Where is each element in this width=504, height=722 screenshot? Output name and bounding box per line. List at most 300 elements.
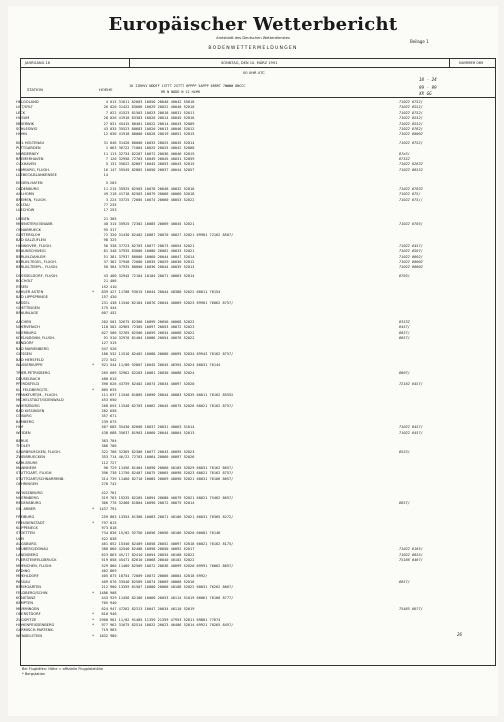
station-row <box>14 132 480 137</box>
handwritten-codes: 75166 8467/ <box>399 558 423 563</box>
observation-codes: 609 32962 82203 10081 20030 40088 52024 <box>110 371 195 376</box>
station-group <box>14 274 480 317</box>
station-elevation: 7 <box>105 156 108 161</box>
observation-codes: 502 42965 72305 10097 20053 40072 52023 <box>110 325 195 330</box>
station-name: KIEL HOLTENAU <box>16 140 45 145</box>
document-sheet <box>8 6 498 716</box>
station-elevation: 4 <box>105 100 108 104</box>
mountain-marker: * <box>92 633 95 638</box>
station-name: FELDBERG/SCHW. <box>16 590 49 595</box>
station-group <box>14 320 480 369</box>
station-name: HUSUM <box>16 116 30 121</box>
observation-codes: 860 42540 82408 10098 20050 40092 52017 <box>110 547 195 552</box>
station-elevation: 443 <box>101 595 108 600</box>
station-row <box>14 482 480 487</box>
handwritten-codes: 71022 8457/ <box>399 430 423 435</box>
observation-codes: 776 32460 81804 10090 20072 40075 52014 <box>110 501 195 506</box>
station-elevation: 627 <box>101 330 108 335</box>
station-elevation: 56 <box>103 243 108 248</box>
observation-codes: 727 <box>110 460 117 465</box>
station-elevation: 319 <box>101 495 108 500</box>
station-name: WEISSENBURG <box>16 490 43 495</box>
document-subtitle: Amtsblatt des Deutschen Wetterdienstes <box>216 36 290 40</box>
station-elevation: 272 <box>101 357 108 362</box>
handwritten-codes: 71022 8552/ <box>399 116 423 121</box>
handwritten-codes: 8657/ <box>399 501 410 506</box>
station-name: AHLHORN <box>16 192 34 197</box>
observation-codes: 338 37723 82703 10077 20073 40054 52021 <box>110 243 195 248</box>
observation-codes: 961 11/02 91405 11359 21359 47953 52011 69801 77674 <box>110 617 221 622</box>
observation-codes: 637 11540 81805 10090 20044 40083 52035 60011 76162 85552 <box>110 392 234 397</box>
station-elevation: 48 <box>103 222 108 227</box>
station-elevation: 7 <box>105 110 108 115</box>
station-elevation: 282 <box>101 409 108 414</box>
station-elevation: 111 <box>101 392 108 397</box>
station-name: OLDENBURG <box>16 186 39 191</box>
station-name: MUENSTER/OSNABR. <box>16 222 54 227</box>
observation-codes: 738 11750 82407 10075 20065 40098 52023 60021 76162 8757/ <box>110 471 234 476</box>
station-name: NUERBURG <box>16 330 37 335</box>
station-elevation: 239 <box>101 419 108 424</box>
handwritten-codes: 71022 8752/ <box>399 100 423 104</box>
station-elevation: 607 <box>101 311 108 316</box>
station-elevation: 77 <box>103 203 108 208</box>
station-name: TRIER-PETRISBERG <box>16 371 51 376</box>
station-elevation: 175 <box>101 306 108 311</box>
station-elevation: 797 <box>101 520 108 525</box>
station-name: ERDING <box>16 569 31 574</box>
margin-number: 26 <box>457 632 463 637</box>
station-name: PFERDSFELD <box>16 382 40 387</box>
observation-codes: 763 15235 82205 10094 20080 40079 52021 60021 75462 8657/ <box>110 495 234 500</box>
footnotes <box>22 667 103 677</box>
station-name: NORDERNEY <box>16 151 39 156</box>
observation-codes: 671 <box>110 414 117 419</box>
station-name: DUESSELDORF, FLUGH. <box>16 273 59 278</box>
observation-codes: 063 36722 71004 10025 20025 40042 52008 <box>110 146 195 151</box>
handwritten-codes: 8657/ <box>399 336 410 341</box>
station-elevation: 522 <box>101 536 108 541</box>
mountain-marker: * <box>92 289 95 294</box>
station-elevation: 322 <box>101 449 108 454</box>
observation-codes: 215 35925 82503 10078 20048 40032 52018 <box>110 186 195 191</box>
handwritten-codes: 71022 87032 <box>399 186 423 191</box>
handwritten-codes: 71022 8802/ <box>399 254 423 259</box>
station-elevation: 49 <box>103 192 108 197</box>
station-elevation: 212 <box>101 585 108 590</box>
station-name: BAD MARIENBERG <box>16 346 49 351</box>
observation-codes: 113 32734 82207 10072 20036 40046 52015 <box>110 151 195 156</box>
observation-codes: 315 35925 72302 10085 20069 40045 52021 <box>110 222 195 227</box>
station-name: SOLTAU <box>16 203 30 208</box>
station-elevation: 839 <box>101 289 108 294</box>
station-name: LIST/SYLT <box>16 105 33 110</box>
handwritten-codes: 71022 8457/ <box>399 243 423 248</box>
issue-number: NUMMER 069 <box>459 61 484 65</box>
station-group <box>14 141 480 179</box>
observation-codes: 818 <box>110 525 117 530</box>
station-name: BERLIN-DAHLEM <box>16 254 46 259</box>
station-elevation: 719 <box>101 628 108 633</box>
station-elevation: 118 <box>101 325 108 330</box>
station-name: BREMERHAVEN <box>16 156 44 161</box>
station-elevation: 186 <box>101 352 108 357</box>
observation-codes: 218 41718 82503 10079 20060 40060 52018 <box>110 192 195 197</box>
observation-codes: 626 43759 82402 10074 20034 40097 52020 <box>110 382 195 387</box>
handwritten-codes: 71022 8703/ <box>399 222 423 227</box>
observation-codes: 438 11540 82104 10076 20044 40069 52023 69901 76062 8757/ <box>110 300 234 305</box>
observation-codes: 427 11708 93015 10044 20044 48388 52022 60011 76154 <box>110 289 221 294</box>
column-hoehe: HOEHE <box>99 87 113 92</box>
station-elevation: 2960 <box>99 617 108 622</box>
section-title: BODENWETTERMELDUNGEN <box>208 46 298 51</box>
handwritten-codes: 71022 8165/ <box>399 547 423 552</box>
station-name: NEUBERG/DONAU <box>16 547 49 552</box>
station-list <box>14 100 480 642</box>
observation-codes: 147 35545 82802 10050 20037 40044 52057 <box>110 167 195 172</box>
observation-codes: 026 41918 83303 10020 20014 40045 52016 <box>110 116 195 121</box>
observation-codes: 253 <box>110 208 117 213</box>
station-elevation: 921 <box>101 362 108 367</box>
station-elevation: 405 <box>101 574 108 579</box>
station-name: MEMMINGEN <box>16 606 40 611</box>
observation-codes: 305 <box>110 216 117 221</box>
station-name: HOHENPEISSENBERG <box>16 622 55 627</box>
observation-codes: 400 32945 72104 10104 20071 40063 52014 <box>110 273 195 278</box>
station-name: EMDEN-HAFEN <box>16 181 43 186</box>
station-elevation: 28 <box>103 116 108 121</box>
station-name: MUENCHEN, FLUGH. <box>16 563 53 568</box>
station-group <box>14 217 480 271</box>
observation-codes: 510 32970 81404 10086 20054 40076 52022 <box>110 336 195 341</box>
station-elevation: 14 <box>103 173 108 178</box>
observation-codes: 444 <box>110 306 117 311</box>
station-name: AACHEN <box>16 319 32 324</box>
handwritten-codes: 8457/ <box>399 325 410 330</box>
observation-codes: 655 11540 82703 10062 20045 40075 52026 60021 76162 8757/ <box>110 403 234 408</box>
observation-codes: 675 <box>110 419 117 424</box>
station-name: HANNOVER, FLUGH. <box>16 243 52 248</box>
observation-codes: 384 37935 80000 10036 20044 40035 52013 <box>110 265 195 270</box>
observation-codes: 815 <box>110 520 117 525</box>
station-name: BERLIN-TEMPL., FLUGH. <box>16 265 59 270</box>
handwritten-codes: 8703/ <box>399 273 410 278</box>
observation-codes: 876 33540 82509 10074 20069 40068 52016 <box>110 579 195 584</box>
station-name: HELGOLAND <box>16 100 39 104</box>
station-name: FUERSTENFELDBRUCK <box>16 558 57 563</box>
station-group <box>14 100 480 138</box>
station-name: KL. FELDBERG/TS. <box>16 387 49 392</box>
station-group <box>14 181 480 213</box>
observation-codes: 120 32958 72703 10049 20045 40031 52059 <box>110 156 195 161</box>
station-row <box>14 208 480 213</box>
observation-codes: 742 <box>110 482 117 487</box>
station-name: BAD SALZUFLEN <box>16 238 46 243</box>
handwritten-codes: 71022 8655/ <box>399 552 423 557</box>
station-name: MICHELSTADT/ODENWALD <box>16 398 64 403</box>
handwritten-codes: 71022 8552/ <box>399 105 423 110</box>
station-name: KLIPPENECK <box>16 525 38 530</box>
station-group <box>14 491 480 513</box>
station-name: GUETERSLOH <box>16 232 41 237</box>
observation-codes: 452 <box>110 311 117 316</box>
station-elevation: 98 <box>103 238 108 243</box>
header-separator <box>129 59 130 67</box>
station-elevation: 462 <box>101 569 108 574</box>
supplement-label: Beilage 1 <box>410 39 429 44</box>
observation-codes: 501 32675 82306 10099 20050 40068 52022 <box>110 319 195 324</box>
mountain-marker: * <box>92 590 95 595</box>
station-elevation: 37 <box>103 259 108 264</box>
station-row <box>14 507 480 512</box>
observation-codes: 739 11460 82710 10085 20069 40090 52021 60031 76166 8657/ <box>110 476 234 481</box>
observation-codes: 035 35523 80603 10020 20013 40046 52012 <box>110 126 195 131</box>
station-elevation: 265 <box>101 371 108 376</box>
mountain-marker: * <box>92 362 95 367</box>
station-elevation: 21 <box>103 279 108 284</box>
station-elevation: 396 <box>101 471 108 476</box>
handwritten-codes: 71022 8457/ <box>399 425 423 430</box>
observation-codes: 635 <box>110 387 117 392</box>
station-name: WASSERKUPPE <box>16 362 43 367</box>
observation-codes: 381 37937 80000 10060 20044 40047 52014 <box>110 254 195 259</box>
observation-codes: 430 <box>110 295 117 300</box>
station-name: SAARBRUECKEN, FLUGH. <box>16 449 61 454</box>
observation-codes: 382 37948 72000 10035 20029 40036 52012 <box>110 259 195 264</box>
station-elevation: 357 <box>101 414 108 419</box>
station-name: LUEBECK-BLANKENSEE <box>16 173 57 178</box>
station-elevation: 268 <box>101 403 108 408</box>
observation-codes: 544 11/00 92807 10045 20045 46394 52024 60031 76144 <box>110 362 221 367</box>
observation-codes: 946 <box>110 612 117 617</box>
station-elevation: 973 <box>101 525 108 530</box>
station-name: PUTTGARDEN <box>16 146 41 151</box>
station-elevation: 380 <box>101 547 108 552</box>
observation-codes: 320 31430 82402 10087 20070 40027 52021 69901 72162 8507/ <box>110 232 234 237</box>
station-elevation: 152 <box>101 284 108 289</box>
station-name: HOHN <box>16 132 27 137</box>
station-name: GARMISCH-PARTENK. <box>16 628 54 633</box>
station-name: ZUGSPITZE <box>16 617 37 622</box>
station-name: MEIERWIK <box>16 121 35 126</box>
station-elevation: 112 <box>101 460 108 465</box>
station-name: FRANKFURT/M., FLUGH. <box>16 392 58 397</box>
observation-codes: 348 37935 83006 10080 20062 40033 52021 <box>110 249 195 254</box>
observation-codes: 542 <box>110 357 117 362</box>
station-elevation: 567 <box>101 425 108 430</box>
station-name: BERLIN-TEGEL, FLUGH. <box>16 259 57 264</box>
station-elevation: 3 <box>105 197 108 202</box>
station-elevation: 96 <box>103 466 108 470</box>
station-row <box>14 173 480 178</box>
observation-codes: 866 11460 82509 10072 20036 40099 52020 69991 76062 8657/ <box>110 563 234 568</box>
station-name: LANDSBERG <box>16 552 39 557</box>
station-name: DEUSELBACH <box>16 376 41 381</box>
station-name: ESSEN <box>16 284 28 289</box>
mountain-marker: * <box>92 617 95 622</box>
handwritten-codes: 71022 80002 <box>399 265 423 270</box>
station-name: OEHRINGEN <box>16 482 38 487</box>
station-name: SCHLESWIG <box>16 126 38 131</box>
station-name: BERUS <box>16 439 29 444</box>
observation-codes: 704 <box>110 439 117 444</box>
handwritten-codes: 87552 <box>399 156 410 161</box>
observation-codes: 940 <box>110 601 117 606</box>
station-elevation: 157 <box>101 295 108 300</box>
observation-codes: 688 35637 81903 10060 20044 40064 52013 <box>110 430 195 435</box>
station-elevation: 805 <box>101 387 108 392</box>
observation-codes: 836 15/02 92756 10056 20056 40106 52020 60081 76146 <box>110 531 221 536</box>
mountain-marker: * <box>92 387 95 392</box>
station-name: BENDORF <box>16 341 34 346</box>
observation-codes: 947 47262 82313 10047 20034 40110 52019 <box>110 606 195 611</box>
column-hw-top: 99 - 99 <box>419 85 437 90</box>
station-name: AUGSBURG <box>16 542 37 547</box>
station-elevation: 95 <box>103 227 108 232</box>
station-name: ZWEIBRUECKEN <box>16 455 46 460</box>
column-divider <box>21 97 495 98</box>
station-elevation: 43 <box>103 126 108 131</box>
station-name: WENDELSTEIN <box>16 633 43 638</box>
observation-codes: 852 15340 82409 10058 20052 40097 52018 60021 76162 8175/ <box>110 542 234 547</box>
observation-codes: 506 32765 82506 10059 20034 40068 52022 <box>110 330 195 335</box>
station-elevation: 461 <box>101 542 108 547</box>
observation-codes: 658 <box>110 409 117 414</box>
handwritten-codes: 71022 80002 <box>399 132 423 137</box>
station-elevation: 72 <box>103 232 108 237</box>
station-elevation: 624 <box>101 606 108 611</box>
station-elevation: 127 <box>101 341 108 346</box>
observation-codes: 020 31422 83606 10029 20022 40040 52010 <box>110 105 195 110</box>
observation-codes: 410 <box>110 284 117 289</box>
handwritten-codes: 71022 82632 <box>399 162 423 167</box>
handwritten-codes: 71022 875// <box>399 197 423 202</box>
handwritten-codes: 75465 8877/ <box>399 606 423 611</box>
observation-codes: 962 31675 82514 10022 20023 46406 52014 69921 70265 8457/ <box>110 622 234 627</box>
station-elevation: 11 <box>103 186 108 191</box>
station-name: KONSTANZ <box>16 595 36 600</box>
station-elevation: 231 <box>101 300 108 305</box>
station-elevation: 314 <box>101 476 108 481</box>
station-elevation: 734 <box>101 531 108 536</box>
observation-codes: 650 <box>110 398 117 403</box>
handwritten-codes: 71022 8762/ <box>399 126 423 131</box>
handwritten-codes: 87e3/ <box>399 151 410 156</box>
handwritten-codes: 8657/ <box>399 579 410 584</box>
station-name: LECK <box>16 110 26 115</box>
column-hw-bottom: XX GG <box>419 91 432 96</box>
station-name: NOERVENICH <box>16 325 40 330</box>
station-name: BAD HERSFELD <box>16 357 44 362</box>
station-name: REGENSBURG <box>16 501 42 506</box>
handwritten-codes: 71022 86552 <box>399 167 423 172</box>
station-name: ULM <box>16 536 24 541</box>
station-elevation: 396 <box>101 382 108 387</box>
station-name: NUERNBERG <box>16 495 39 500</box>
station-row <box>14 431 480 436</box>
observation-codes: 022 41523 81503 10023 20018 40031 52011 <box>110 110 195 115</box>
station-row <box>14 634 480 639</box>
station-row <box>14 311 480 316</box>
observation-codes: 526 <box>110 346 117 351</box>
footnote-mountain: * Bergstation <box>22 672 46 676</box>
observation-codes: 325 <box>110 238 117 243</box>
jahrgang-label: JAHRGANG 16 <box>25 61 51 65</box>
station-name: KASSEL <box>16 300 30 305</box>
station-name: KAHLER ASTEN <box>16 289 44 294</box>
station-name: BAMBERG <box>16 419 35 424</box>
station-elevation: 5 <box>105 162 108 167</box>
station-elevation: 91 <box>103 336 108 341</box>
station-row <box>14 363 480 368</box>
station-elevation: 480 <box>101 376 108 381</box>
station-name: THOLEY <box>16 444 31 449</box>
observation-codes: 761 <box>110 490 117 495</box>
station-elevation: 11 <box>103 151 108 156</box>
station-name: BREMEN, FLUGH. <box>16 197 47 202</box>
station-elevation: 259 <box>101 515 108 520</box>
handwritten-codes: 71022 8752/ <box>399 140 423 145</box>
station-name: BREMGARTEN <box>16 585 41 590</box>
observation-codes: 615 <box>110 376 117 381</box>
observation-codes: 317 <box>110 227 117 232</box>
station-elevation: 12 <box>103 132 108 137</box>
observation-codes: 515 <box>110 341 117 346</box>
handwritten-codes: 71022 8507/ <box>399 249 423 254</box>
station-name: BRAUNLAGE <box>16 311 39 316</box>
observation-codes: 131 35622 82807 10045 20053 40043 52015 <box>110 162 195 167</box>
station-group <box>14 515 480 639</box>
observation-codes: 708 32365 82306 10077 20043 40095 52023 <box>110 449 195 454</box>
station-group <box>14 439 480 488</box>
mountain-marker: * <box>92 622 95 627</box>
handwritten-codes: 72162 8457/ <box>399 382 423 387</box>
station-name: MANNHEIM <box>16 466 37 470</box>
station-name: PASSAU <box>16 579 31 584</box>
station-name: OBERSTDORF <box>16 612 41 617</box>
handwritten-codes: 71022 8752/ <box>399 110 423 115</box>
station-elevation: 519 <box>101 558 108 563</box>
station-elevation: 810 <box>101 612 108 617</box>
station-elevation: 529 <box>101 563 108 568</box>
station-elevation: 1437 <box>99 506 108 511</box>
utc-label: 00 UHR UTC <box>243 71 265 75</box>
observation-codes: 963 <box>110 628 117 633</box>
station-elevation: 31 <box>103 140 108 145</box>
observation-codes: 532 11516 82402 10088 20080 40095 52034 69943 76162 8757/ <box>110 352 234 357</box>
station-name: STUTTGART, FLUGH. <box>16 471 53 476</box>
observation-codes: 838 <box>110 536 117 541</box>
station-name: MUEHLDORF <box>16 574 39 579</box>
observation-codes: 729 11456 81404 10090 20060 40105 52029 60031 76162 8657/ <box>110 466 234 470</box>
observation-codes: 015 31611 82603 10050 20040 40042 55018 <box>110 100 195 104</box>
observation-codes: 863 45/17 82410 10054 20034 40108 52022 <box>110 552 195 557</box>
station-elevation: 1832 <box>99 633 108 638</box>
station-elevation: 409 <box>101 579 108 584</box>
station-elevation: 5 <box>105 181 108 186</box>
station-name: WUERZBURG <box>16 403 40 408</box>
observation-codes: 706 <box>110 444 117 449</box>
observation-codes: 714 46/22 72703 10064 20060 40097 52026 <box>110 455 195 460</box>
station-elevation: 366 <box>101 501 108 506</box>
observation-codes: 046 31420 80000 10033 20025 40045 52014 <box>110 140 195 145</box>
station-name: BOCHOLT <box>16 279 33 284</box>
observation-codes: 900 13359 81507 10080 20060 40108 52022 60031 76262 8667/ <box>110 585 234 590</box>
station-elevation: 977 <box>101 622 108 627</box>
station-name: STUTTGART/SCHNARRENB. <box>16 476 65 481</box>
station-name: STOETTEN <box>16 531 35 536</box>
station-group <box>14 371 480 436</box>
